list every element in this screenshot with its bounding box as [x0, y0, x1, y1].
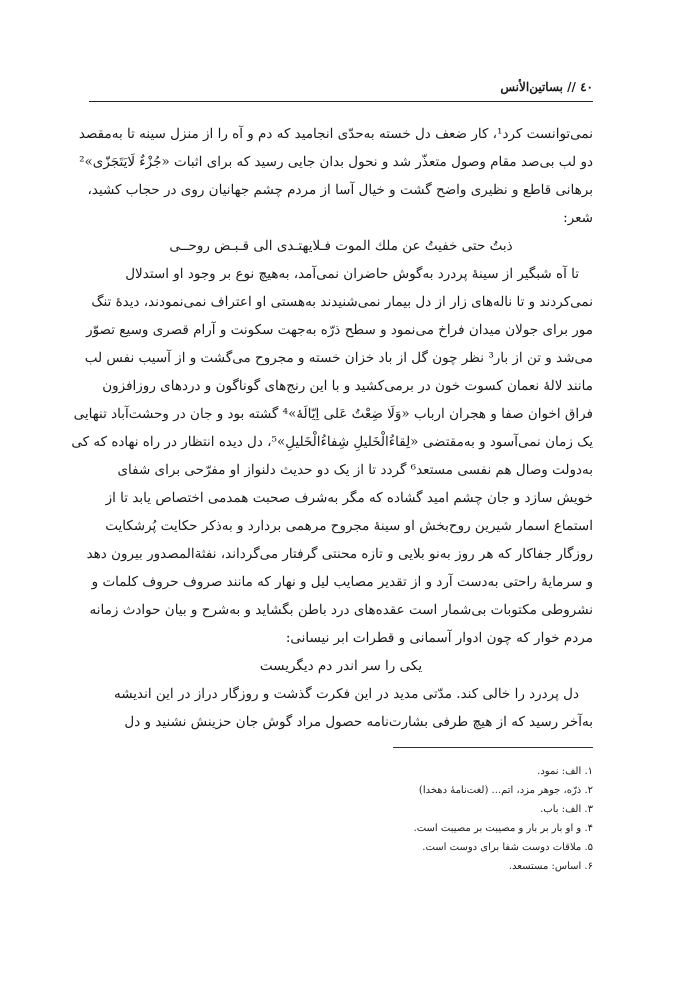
verse-line: ذبتُ حتی خفیتُ عن ملك الموت فـلایهتـدی الی قـبـض روحــی: [169, 238, 513, 254]
footnotes: [89, 762, 593, 876]
text-line: می‌شد و تن از بار³ نظر چون گل از باد خزان خسته و مجروح می‌گشت و از آسیب نفس لب: [84, 350, 593, 366]
body-text: [71, 120, 593, 736]
text-line: مور برای جولان میدان فراخ می‌نمود و سطح ذرّه به‌جهت سکونت و آرام قصری وسیع تصوّر: [86, 322, 593, 338]
text-line: به‌دولت وصال هم نفسی مستعد⁶ گردد تا از یک دو حدیث دلنواز او مفرّحی برای شفای: [117, 462, 593, 478]
text-line: استماع اسمار شیرین روح‌بخش او سینهٔ مجروح مرهمی بردارد و به‌ذکر حکایت پُرشکایت: [105, 518, 593, 534]
text-line: فراق اخوان صفا و هجران ارباب «وَلَا ضِعْتُ عَلی اِیّالَهٔ»⁴ گشته بود و جان در وحشت‌آباد تنهایی: [73, 406, 593, 422]
text-line: و سرمایهٔ راحتی به‌دست آرد و از تقدیر مصایب لیل و نهار که مانند صروف حروف کلمات و: [91, 574, 593, 590]
text-line: مانند لالهٔ نعمان کسوت خون در برمی‌کشید و با این رنج‌های گوناگون و دردهای روزافزون: [102, 378, 593, 394]
footnote: ٣. الف: باب.: [540, 804, 593, 815]
running-head: ٤٠ // بساتین‌الأنس: [500, 80, 593, 94]
verse-line: یکی را سر اندر دم دیگریست: [259, 658, 423, 674]
text-line: شعر:: [563, 210, 593, 226]
footnote: ۴. و او بار بر بار و مصیبت بر مصیبت است.: [413, 823, 593, 834]
text-line: مردم خوار که چون ادوار آسمانی و قطرات ابر نیسانی:: [285, 630, 593, 646]
text-line: نمی‌توانست کرد¹، کار ضعف دل خسته به‌حدّی انجامید که دم و آه را از منزل سینه تا به‌مقصد: [78, 126, 593, 142]
header-rule: [89, 101, 593, 102]
footnote: ٢. ذرّه، جوهر مزد، اتم... (لغت‌نامهٔ دهخدا): [418, 785, 593, 796]
text-line: برهانی قاطع و نظیری واضح گشت و خیال آسا از مردم چشم جهانیان روی در حجاب کشید،: [87, 182, 593, 198]
text-line: دل پردرد را خالی کند. مدّتی مدید در این فکرت گذشت و روزگار دراز در این اندیشه: [113, 686, 579, 702]
text-line: خویش سازد و جان چشم امید گشاده که مگر به‌شرف صحبت همدمی اختصاص یابد تا از: [105, 490, 593, 506]
footnote-rule: [393, 747, 593, 748]
text-line: به‌آخر رسید که از هیچ طرفی بشارت‌نامه حصول مراد گوش جان حزینش نشنید و دل: [124, 714, 593, 730]
footnote: ۶. اساس: مستسعد.: [508, 861, 593, 872]
text-line: یک زمان نمی‌آسود و به‌مقتضی «لِقاءُالْخَلیلِ شِفاءُالْخَلیلِ»⁵، دل دیده انتظار در راه نهاده که کی: [71, 434, 593, 450]
text-line: روزگار جفاکار که هر روز به‌نو بلایی و تازه محنتی گرفتار می‌گرداند، نفثةالمصدور بیرون دهد: [86, 546, 593, 562]
text-line: دو لب بی‌صد مقام وصول متعذّر شد و نحول بدان جایی رسید که برای اثبات «جُزْءٌ لَایَتَجَزّی»²: [79, 154, 593, 170]
footnote: ۵. ملاقات دوست شفا برای دوست است.: [422, 842, 593, 853]
text-line: تا آه شبگیر از سینهٔ پردرد به‌گوش حاضران نمی‌آمد، به‌هیچ نوع بر وجود او استدلال: [125, 266, 579, 282]
text-line: نمی‌کردند و تا ناله‌های زار از دل بیمار نمی‌شنیدند به‌هستی او اعتراف نمی‌نمودند، دیدهٔ تنگ: [91, 294, 593, 310]
footnote: ١. الف: نمود.: [537, 766, 593, 777]
text-line: نشروطی مکتوبات بی‌شمار است عقده‌های درد باطن بگشاید و به‌شرح و بیان حوادث زمانه: [89, 602, 593, 618]
